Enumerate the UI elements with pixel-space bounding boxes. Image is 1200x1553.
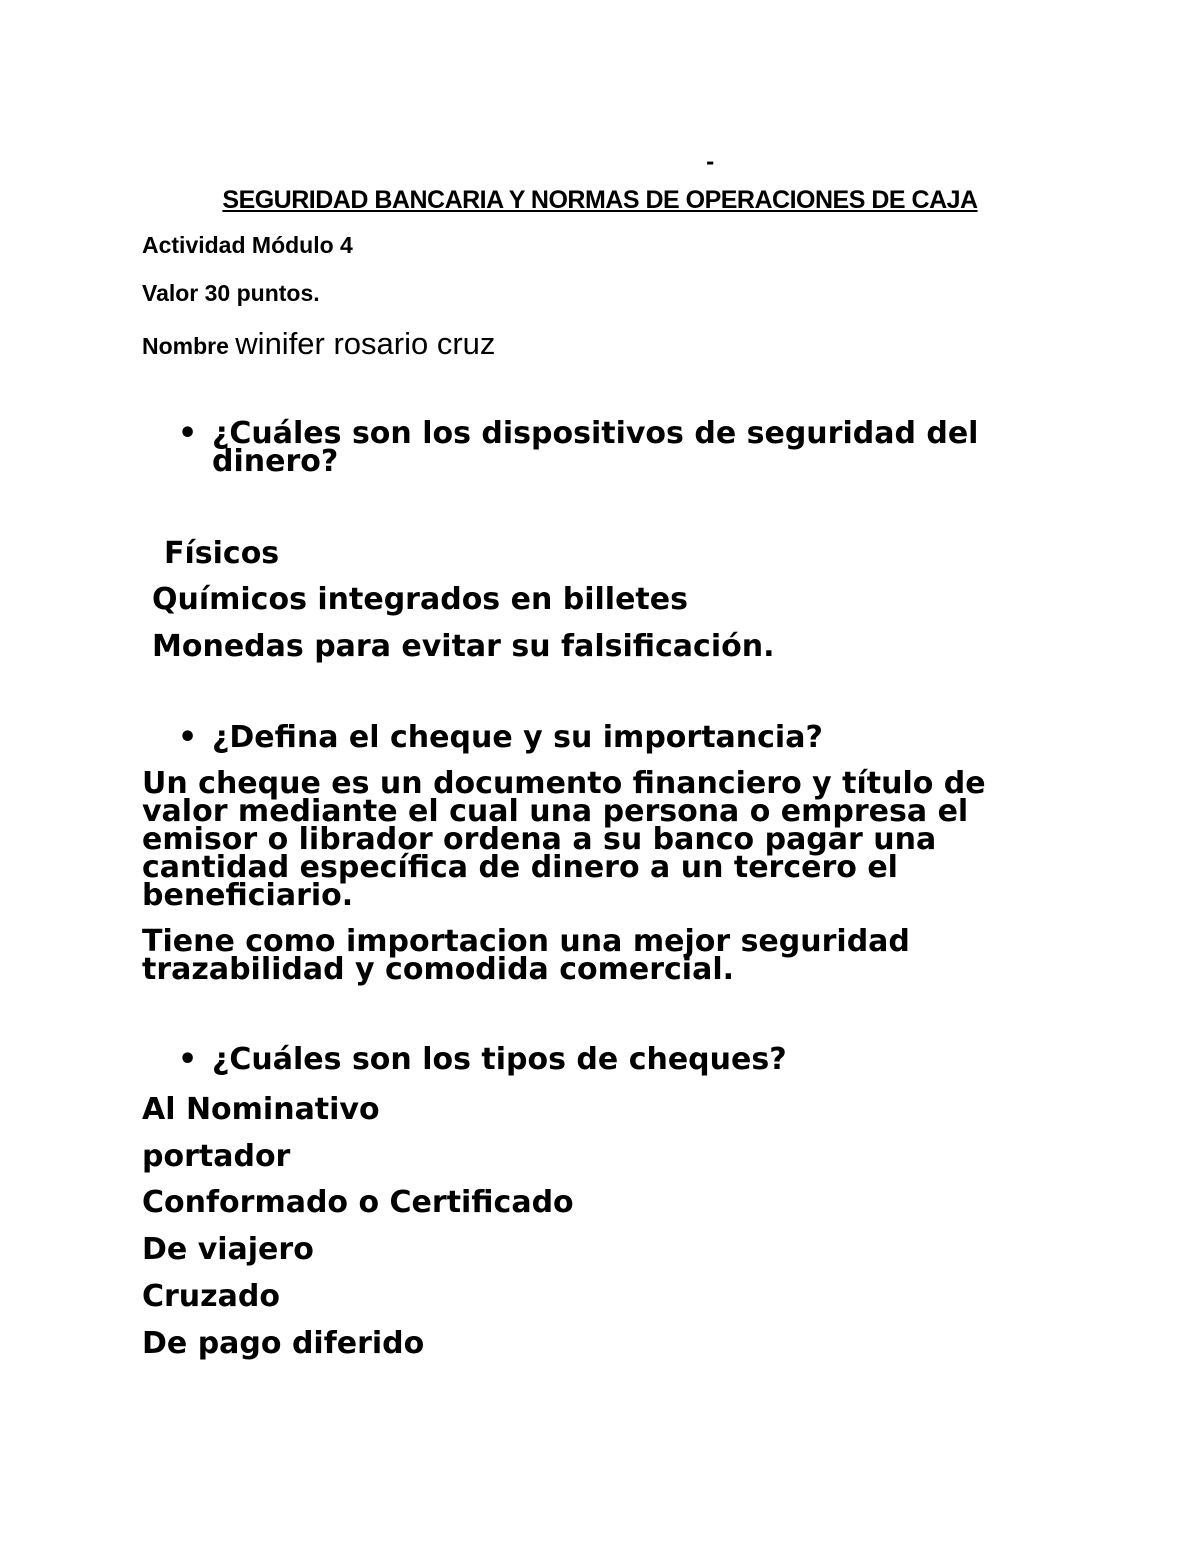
bullet-icon: • [178,1042,198,1077]
q1-answer-1: Físicos [164,536,280,571]
q1-answer-3: Monedas para evitar su falsificación. [152,629,775,664]
question-3-text: ¿Cuáles son los tipos de cheques? [212,1042,787,1077]
q3-answer-2: portador [142,1139,291,1174]
question-3 [178,1042,787,1077]
q3-answer-1: Al Nominativo [142,1092,380,1127]
question-2 [178,720,823,755]
question-1 [178,416,1038,479]
activity-label: Actividad Módulo 4 [142,232,353,258]
q2-paragraph-2: Tiene como importacion una mejor seguridad trazabilidad y comodida comercial. [142,924,910,987]
student-name: winifer rosario cruz [235,326,496,361]
q3-answer-3: Conformado o Certificado [142,1185,574,1220]
question-2-text: ¿Defina el cheque y su importancia? [212,720,823,755]
question-1-text: ¿Cuáles son los dispositivos de seguridad del dinero? [212,416,979,479]
q2-paragraph-1: Un cheque es un documento financiero y título de valor mediante el cual una persona o empresa el emisor o librador ordena a su banco pagar una cantidad específica de dinero a un tercero el beneficiario. [142,766,986,913]
q1-answer-2: Químicos integrados en billetes [152,582,688,617]
name-label: Nombre [142,333,229,359]
dash-mark: - [706,150,715,174]
q3-answer-4: De viajero [142,1232,314,1267]
name-line [142,326,495,362]
document-title: SEGURIDAD BANCARIA Y NORMAS DE OPERACIONES DE CAJA [222,186,978,214]
bullet-icon: • [178,416,198,451]
bullet-icon: • [178,720,198,755]
value-label: Valor 30 puntos. [142,280,320,306]
q3-answer-6: De pago diferido [142,1326,425,1361]
q3-answer-5: Cruzado [142,1279,280,1314]
